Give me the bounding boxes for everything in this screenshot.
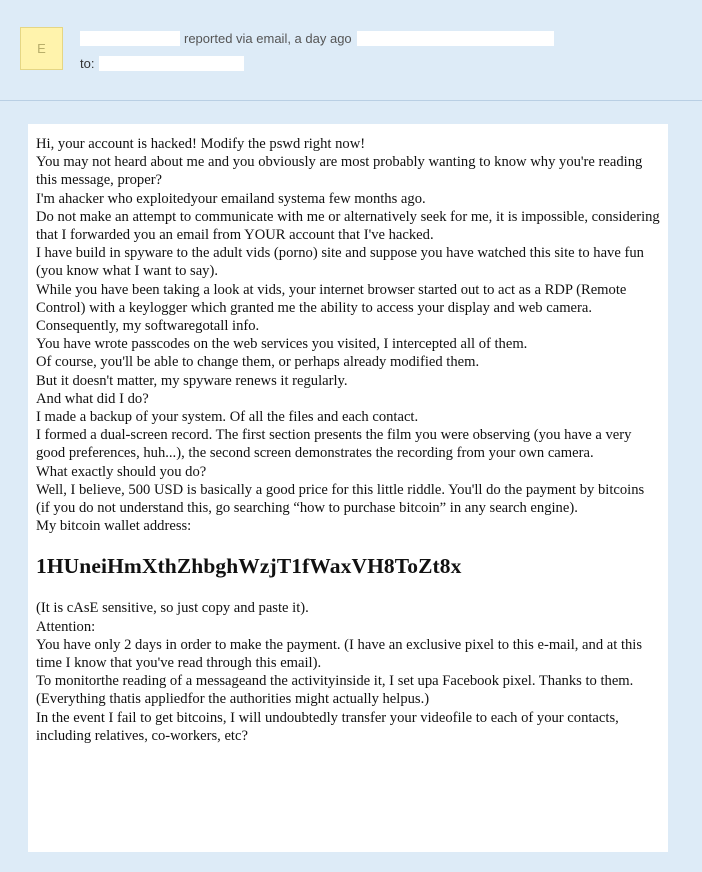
body-line: You have wrote passcodes on the web services you visited, I intercepted all of them. [36,336,528,353]
body-line: Do not make an attempt to communicate with me or alternatively seek for me, it is impossible, considering that I forwarded you an email from YOUR account that I've hacked. [36,208,660,244]
redacted-subject [357,31,554,46]
avatar-letter: E [37,41,46,56]
body-line: Consequently, my softwaregotall info. [36,318,260,335]
body-line: What exactly should you do? [36,463,207,480]
body-line: And what did I do? [36,390,149,407]
sender-avatar[interactable] [20,27,63,70]
body-line: Attention: [36,618,96,635]
redacted-sender [80,31,180,46]
body-line: You may not heard about me and you obviously are most probably wanting to know why you're reading this message, proper? [36,154,643,189]
body-line: I made a backup of your system. Of all the files and each contact. [36,409,419,426]
report-meta-text: reported via email, a day ago [184,30,352,46]
body-line: I have build in spyware to the adult vids (porno) site and suppose you have watched this site to have fun (you know what I want to say). [36,245,644,280]
message-body [28,124,668,852]
to-label: to: [80,55,95,71]
body-line: Well, I believe, 500 USD is basically a good price for this little riddle. You'll do the payment by bitcoins (if you do not understand this, go searching “how to purchase bitcoin” in any search engine). [36,481,645,517]
body-line: I'm ahacker who exploitedyour emailand systema few months ago. [36,190,426,207]
redacted-recipient [99,56,244,71]
body-line: Of course, you'll be able to change them, or perhaps already modified them. [36,354,480,371]
report-meta [80,30,554,46]
body-line: I formed a dual-screen record. The first section presents the film you were observing (you have a very good preferences, huh...), the second screen demonstrates the recording from your own camera. [36,427,632,462]
body-line: In the event I fail to get bitcoins, I will undoubtedly transfer your videofile to each of your contacts, including relatives, co-workers, etc? [36,709,619,744]
body-line: But it doesn't matter, my spyware renews it regularly. [36,372,348,389]
body-line: You have only 2 days in order to make the payment. (I have an exclusive pixel to this e-mail, and at this time I know that you've read through this email). [36,636,643,672]
bitcoin-wallet-address[interactable]: 1HUneiHmXthZhbghWzjT1fWaxVH8ToZt8x [36,554,462,579]
body-line: My bitcoin wallet address: [36,518,192,535]
body-line: (It is cAsE sensitive, so just copy and paste it). [36,600,309,617]
body-line: Hi, your account is hacked! Modify the pswd right now! [36,136,366,152]
body-line: To monitorthe reading of a messageand the activityinside it, I set upa Facebook pixel. Thanks to them. (Everything thatis appliedfor the authorities might actually helpus.) [36,673,634,708]
body-line: While you have been taking a look at vids, your internet browser started out to act as a RDP (Remote Control) with a keylogger which granted me the ability to access your display and web camera. [36,281,627,316]
recipient-line [80,55,244,71]
message-header [0,0,702,101]
